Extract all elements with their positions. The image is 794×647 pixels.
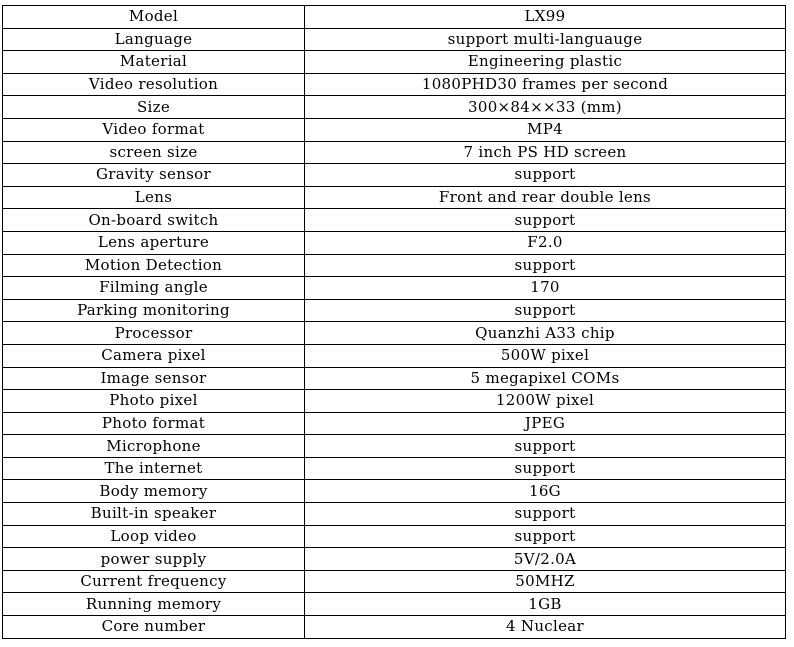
spec-value: F2.0 [305, 231, 786, 254]
table-row [3, 186, 786, 209]
spec-label: Microphone [3, 435, 305, 458]
spec-label: Language [3, 28, 305, 51]
spec-value: support [305, 457, 786, 480]
spec-label: Model [3, 6, 305, 29]
spec-label: Material [3, 51, 305, 74]
table-row [3, 548, 786, 571]
spec-value: 16G [305, 480, 786, 503]
spec-label: Running memory [3, 593, 305, 616]
table-row [3, 6, 786, 29]
spec-label: On-board switch [3, 209, 305, 232]
spec-label: Body memory [3, 480, 305, 503]
spec-value: JPEG [305, 412, 786, 435]
table-row [3, 570, 786, 593]
table-row [3, 299, 786, 322]
table-row [3, 503, 786, 526]
spec-value: 5 megapixel COMs [305, 367, 786, 390]
spec-value: 5V/2.0A [305, 548, 786, 571]
table-row [3, 51, 786, 74]
table-row [3, 435, 786, 458]
table-row [3, 412, 786, 435]
spec-label: Photo format [3, 412, 305, 435]
spec-label: Filming angle [3, 277, 305, 300]
spec-value: Quanzhi A33 chip [305, 322, 786, 345]
table-row [3, 457, 786, 480]
spec-label: Lens aperture [3, 231, 305, 254]
spec-value: 1080PHD30 frames per second [305, 73, 786, 96]
spec-label: Current frequency [3, 570, 305, 593]
spec-value: support [305, 435, 786, 458]
spec-value: 300×84××33 (mm) [305, 96, 786, 119]
table-row [3, 73, 786, 96]
table-row [3, 164, 786, 187]
table-row [3, 344, 786, 367]
spec-value: support multi-languauge [305, 28, 786, 51]
spec-value: 1GB [305, 593, 786, 616]
spec-value: MP4 [305, 118, 786, 141]
spec-label: Core number [3, 616, 305, 639]
spec-label: Photo pixel [3, 390, 305, 413]
table-row [3, 367, 786, 390]
spec-value: support [305, 209, 786, 232]
spec-label: Video resolution [3, 73, 305, 96]
spec-value: 500W pixel [305, 344, 786, 367]
table-row [3, 593, 786, 616]
table-row [3, 525, 786, 548]
spec-label: Parking monitoring [3, 299, 305, 322]
spec-value: LX99 [305, 6, 786, 29]
spec-label: screen size [3, 141, 305, 164]
spec-value: 170 [305, 277, 786, 300]
table-row [3, 141, 786, 164]
table-row [3, 254, 786, 277]
spec-value: support [305, 525, 786, 548]
spec-value: Engineering plastic [305, 51, 786, 74]
spec-value: 7 inch PS HD screen [305, 141, 786, 164]
spec-label: Loop video [3, 525, 305, 548]
table-row [3, 96, 786, 119]
spec-value: support [305, 164, 786, 187]
table-row [3, 231, 786, 254]
spec-label: Gravity sensor [3, 164, 305, 187]
table-row [3, 322, 786, 345]
table-row [3, 616, 786, 639]
table-row [3, 209, 786, 232]
spec-value: support [305, 299, 786, 322]
table-row [3, 390, 786, 413]
spec-label: Motion Detection [3, 254, 305, 277]
spec-table [2, 5, 786, 639]
table-row [3, 480, 786, 503]
spec-label: power supply [3, 548, 305, 571]
spec-value: support [305, 254, 786, 277]
spec-label: Size [3, 96, 305, 119]
spec-label: Built-in speaker [3, 503, 305, 526]
spec-value: 1200W pixel [305, 390, 786, 413]
spec-value: 4 Nuclear [305, 616, 786, 639]
table-row [3, 28, 786, 51]
table-row [3, 118, 786, 141]
spec-value: Front and rear double lens [305, 186, 786, 209]
spec-value: support [305, 503, 786, 526]
spec-label: Image sensor [3, 367, 305, 390]
table-row [3, 277, 786, 300]
spec-label: Lens [3, 186, 305, 209]
spec-label: Processor [3, 322, 305, 345]
spec-table-body [3, 6, 786, 639]
spec-label: Camera pixel [3, 344, 305, 367]
spec-label: The internet [3, 457, 305, 480]
spec-value: 50MHZ [305, 570, 786, 593]
spec-label: Video format [3, 118, 305, 141]
